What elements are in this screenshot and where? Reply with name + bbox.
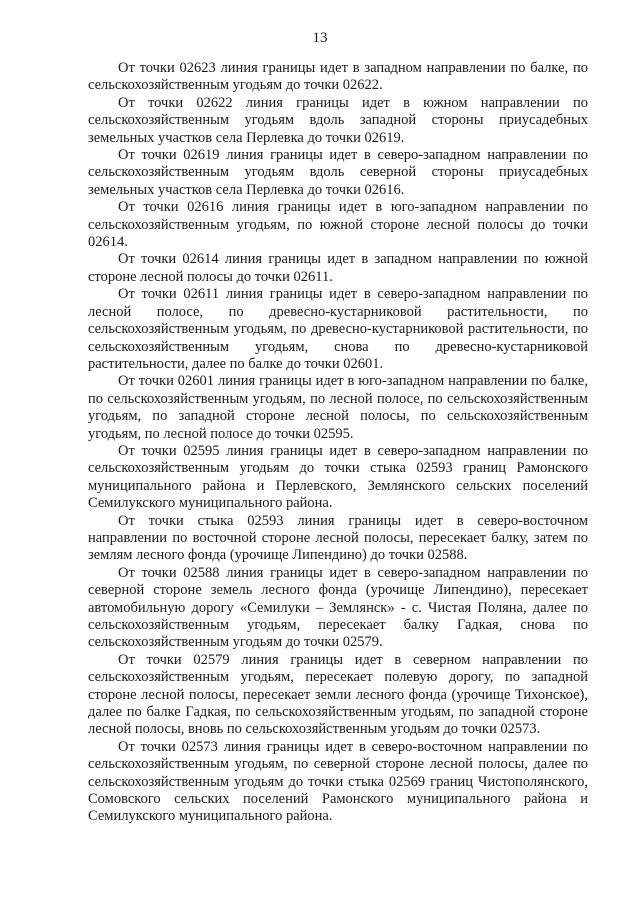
paragraph: От точки 02619 линия границы идет в северо-западном направлении по сельскохозяйственным угодьям вдоль северной стороны приусадебных земельных участков села Перлевка до точки 02616. — [88, 147, 588, 198]
paragraph: От точки стыка 02593 линия границы идет в северо-восточном направлении по восточной стороне лесной полосы, пересекает балку, затем по землям лесного фонда (урочище Липендино) до точки 02588. — [88, 512, 588, 564]
paragraph: От точки 02611 линия границы идет в северо-западном направлении по лесной полосе, по древесно-кустарниковой растительности, по сельскохозяйственным угодьям, по древесно-кустарниковой растительности, по сельскохозяйственным угодьям, снова по древесно-кустарниковой растительности, далее по балке до точки 02601. — [88, 286, 588, 372]
page-number: 13 — [312, 30, 328, 46]
paragraph: От точки 02622 линия границы идет в южном направлении по сельскохозяйственным угодьям вдоль западной стороны приусадебных земельных участков села Перлевка до точки 02619. — [88, 94, 588, 146]
document-body — [88, 60, 588, 826]
paragraph: От точки 02616 линия границы идет в юго-западном направлении по сельскохозяйственным угодьям, по южной стороне лесной полосы до точки 02614. — [88, 199, 588, 251]
paragraph: От точки 02614 линия границы идет в западном направлении по южной стороне лесной полосы до точки 02611. — [88, 251, 588, 285]
paragraph: От точки 02573 линия границы идет в северо-восточном направлении по сельскохозяйственным угодьям, по северной стороне лесной полосы, далее по сельскохозяйственным угодьям до точки стыка 02569 границ Чистополянского, Сомовского сельских поселений Рамонского муниципального района и Семилукского муниципального района. — [88, 738, 588, 825]
paragraph: От точки 02579 линия границы идет в северном направлении по сельскохозяйственным угодьям, пересекает полевую дорогу, по западной стороне лесной полосы, пересекает земли лесного фонда (урочище Тихонское), далее по балке Гадкая, по сельскохозяйственным угодьям, по западной стороне лесной полосы, вновь по сельскохозяйственным угодьям до точки 02573. — [88, 651, 588, 738]
paragraph: От точки 02623 линия границы идет в западном направлении по балке, по сельскохозяйственным угодьям до точки 02622. — [88, 60, 588, 94]
paragraph: От точки 02601 линия границы идет в юго-западном направлении по балке, по сельскохозяйственным угодьям, по лесной полосе, по сельскохозяйственным угодьям, по западной стороне лесной полосы, по сельскохозяйственным угодьям, по лесной полосе до точки 02595. — [88, 373, 588, 442]
paragraph: От точки 02588 линия границы идет в северо-западном направлении по северной стороне земель лесного фонда (урочище Липендино), пересекает автомобильную дорогу «Семилуки – Землянск» - с. Чистая Поляна, далее по сельскохозяйственным угодьям, пересекает балку Гадкая, снова по сельскохозяйственным угодьям до точки 02579. — [88, 564, 588, 651]
paragraph: От точки 02595 линия границы идет в северо-западном направлении по сельскохозяйственным угодьям до точки стыка 02593 границ Рамонского муниципального района и Перлевского, Землянского сельских поселений Семилукского муниципального района. — [88, 442, 588, 512]
